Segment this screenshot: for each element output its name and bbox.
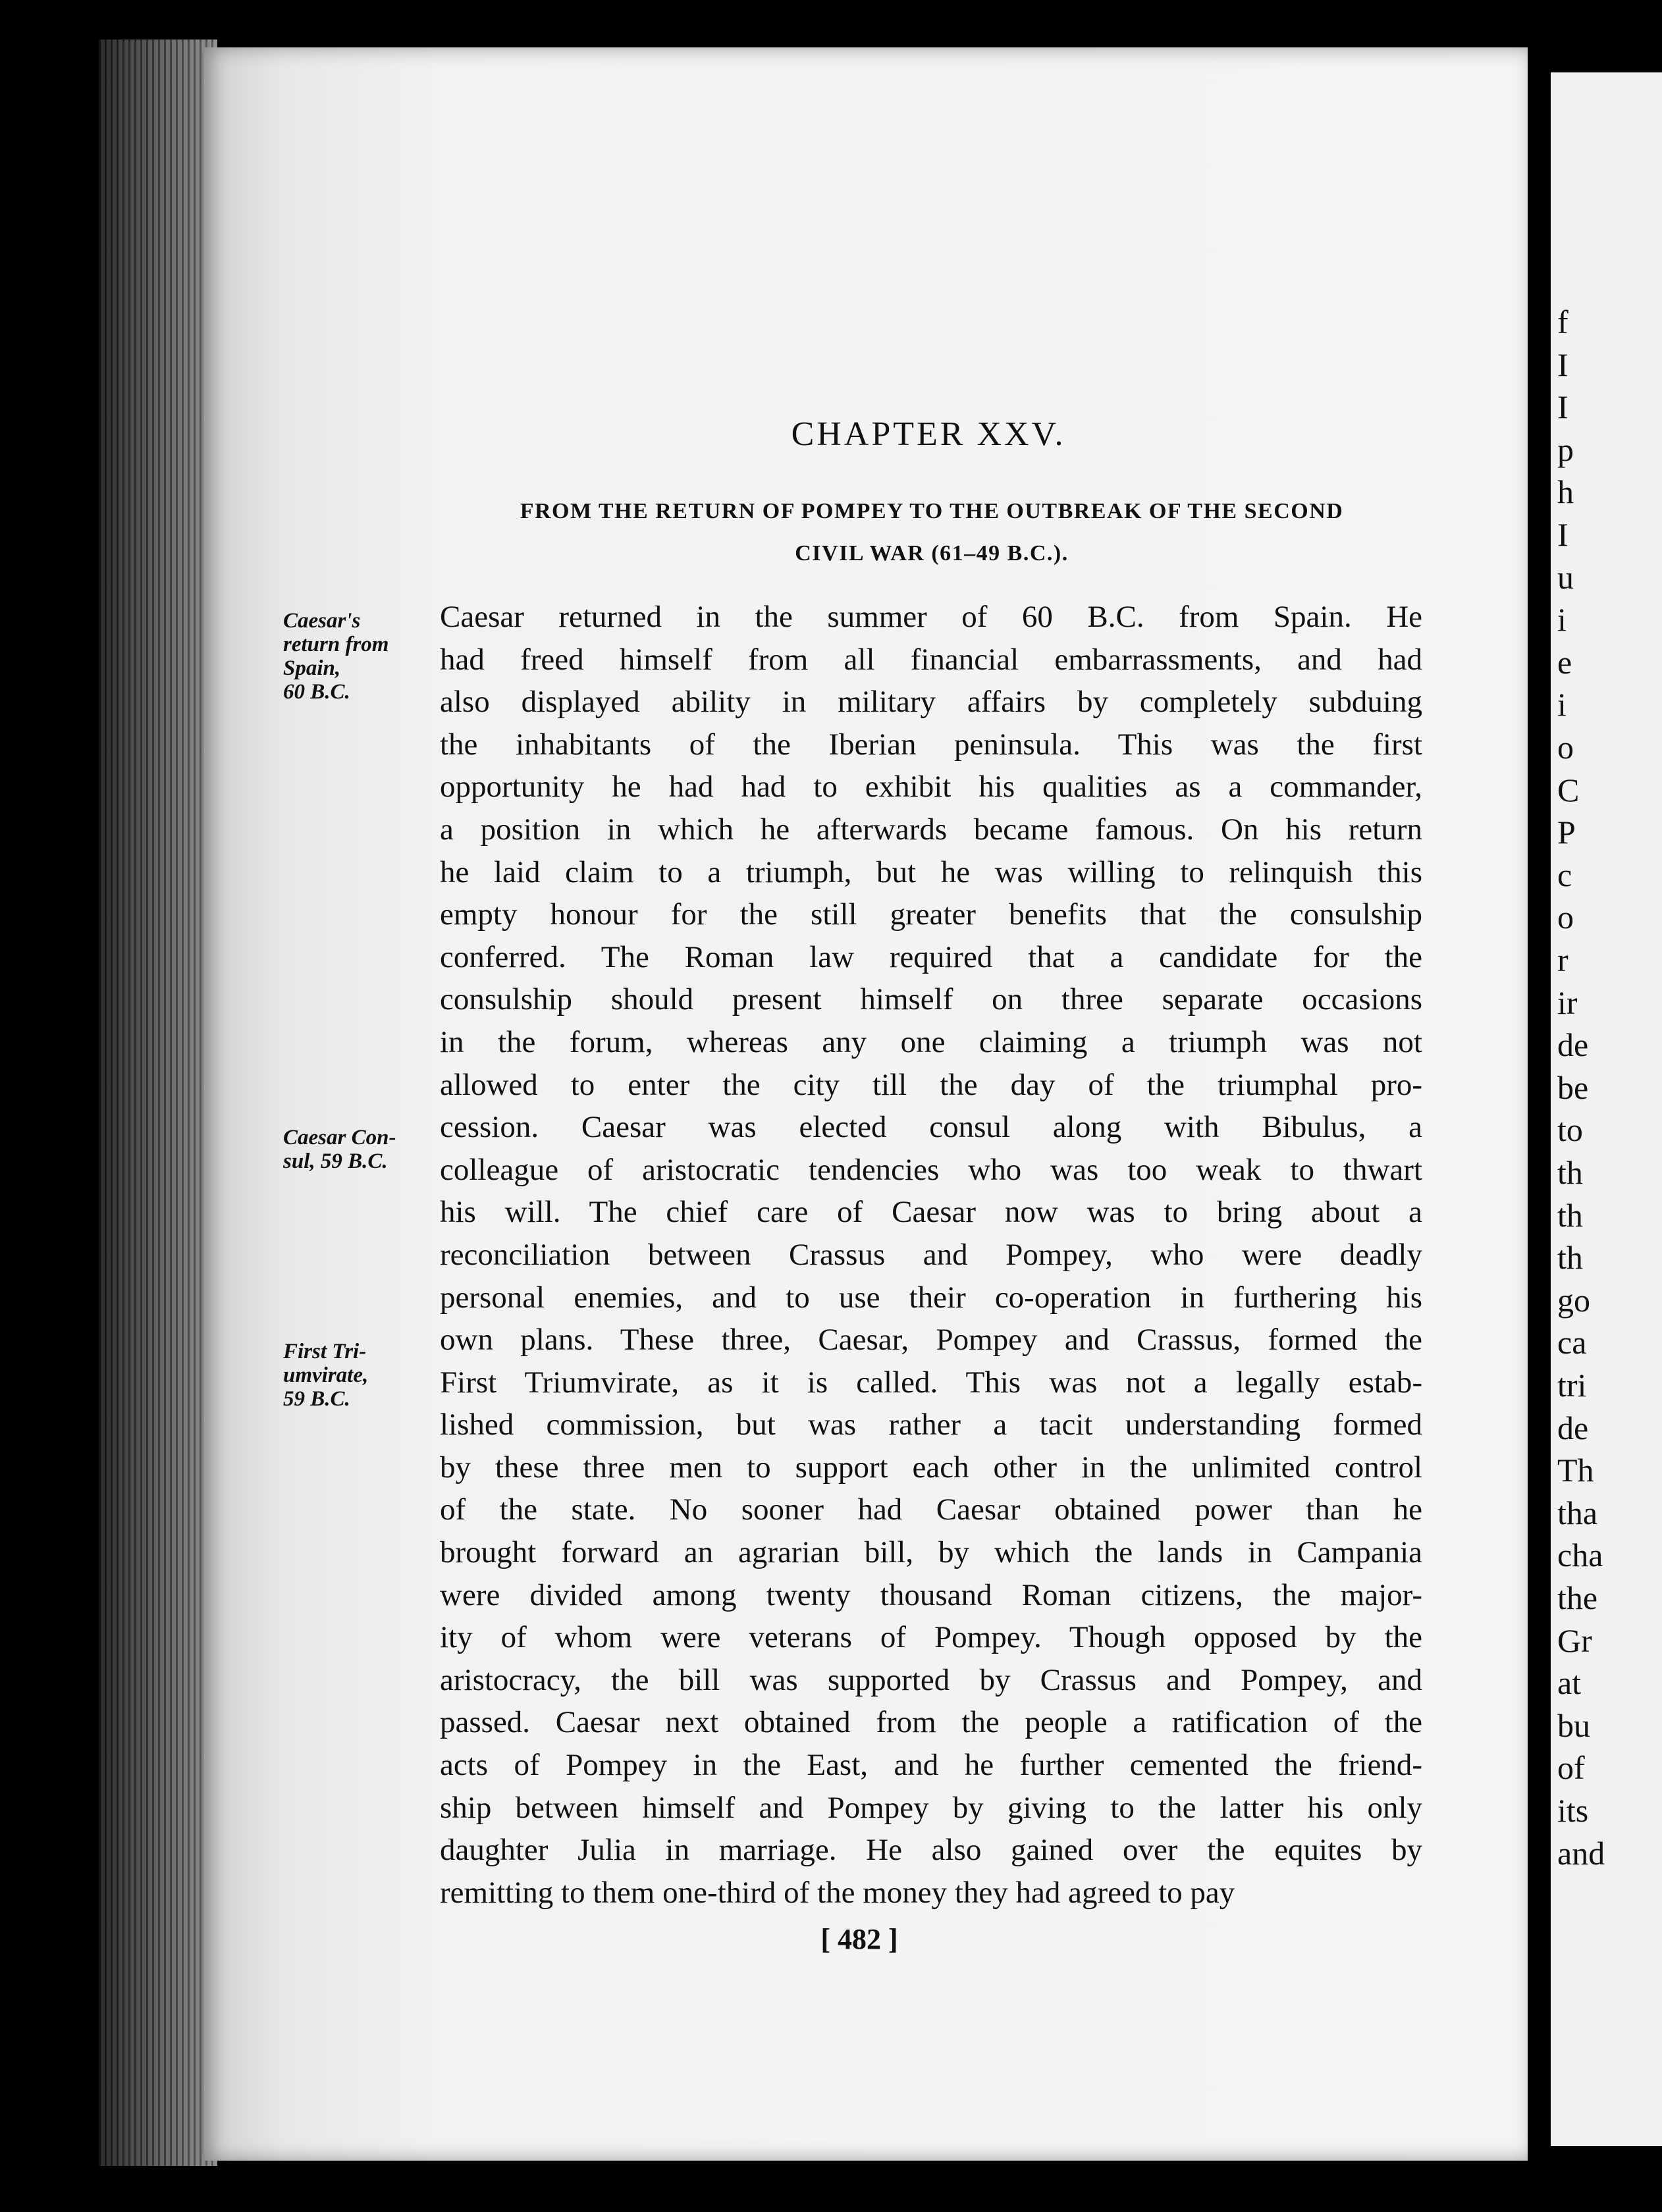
body-line: First Triumvirate, as it is called. This was not a legally estab- <box>440 1365 1422 1400</box>
body-line: his will. The chief care of Caesar now was to bring about a <box>440 1195 1422 1230</box>
body-line: had freed himself from all financial embarrassments, and had <box>440 642 1422 677</box>
body-line: cession. Caesar was elected consul along with Bibulus, a <box>440 1110 1422 1145</box>
body-line: in the forum, whereas any one claiming a triumph was not <box>440 1024 1422 1059</box>
chapter-subtitle-line-2: CIVIL WAR (61–49 B.C.). <box>795 541 1069 566</box>
adjacent-page-letters: Gr <box>1557 1621 1592 1659</box>
adjacent-page-letters: its <box>1557 1792 1589 1829</box>
body-line: Caesar returned in the summer of 60 B.C. from Spain. He <box>440 600 1422 634</box>
adjacent-page-letters: tri <box>1557 1367 1587 1404</box>
adjacent-page-letters: o <box>1557 899 1574 936</box>
body-line: consulship should present himself on three separate occasions <box>440 982 1422 1017</box>
adjacent-page-letters: c <box>1557 856 1572 893</box>
body-line: lished commission, but was rather a tacit understanding formed <box>440 1408 1422 1442</box>
adjacent-page-letters: tha <box>1557 1494 1598 1531</box>
chapter-subtitle <box>441 490 1422 576</box>
adjacent-page-letters: f <box>1557 303 1568 340</box>
adjacent-page-letters: I <box>1557 388 1568 426</box>
adjacent-page-letters: u <box>1557 558 1574 596</box>
body-line: a position in which he afterwards became famous. On his return <box>440 812 1422 847</box>
sidenote-line: 59 B.C. <box>283 1387 350 1411</box>
body-line: colleague of aristocratic tendencies who was too weak to thwart <box>440 1152 1422 1187</box>
adjacent-page-letters: de <box>1557 1026 1589 1064</box>
adjacent-page-letters: p <box>1557 431 1574 468</box>
body-line: by these three men to support each other in the unlimited control <box>440 1450 1422 1485</box>
adjacent-page-fragment <box>1551 72 1662 2146</box>
adjacent-page-letters: and <box>1557 1834 1605 1872</box>
adjacent-page-letters: de <box>1557 1409 1589 1446</box>
adjacent-page-letters: I <box>1557 516 1568 553</box>
body-line: aristocracy, the bill was supported by Crassus and Pompey, and <box>440 1662 1422 1697</box>
chapter-title: CHAPTER XXV. <box>791 415 1066 453</box>
adjacent-page-letters: at <box>1557 1664 1582 1702</box>
sidenote-line: return from <box>283 633 389 656</box>
body-line: allowed to enter the city till the day of the triumphal pro- <box>440 1067 1422 1102</box>
adjacent-page-letters: r <box>1557 941 1568 978</box>
sidenote-first-triumvirate <box>283 1340 441 1411</box>
sidenote-line: umvirate, <box>283 1363 369 1387</box>
adjacent-page-letters: ir <box>1557 984 1578 1021</box>
body-line: the inhabitants of the Iberian peninsula. This was the first <box>440 727 1422 762</box>
body-line: ship between himself and Pompey by giving to the latter his only <box>440 1790 1422 1825</box>
body-line: passed. Caesar next obtained from the people a ratification of the <box>440 1705 1422 1740</box>
adjacent-page-letters: e <box>1557 643 1572 681</box>
body-line: remitting to them one-third of the money they had agreed to pay <box>440 1875 1235 1910</box>
adjacent-page-letters: I <box>1557 346 1568 383</box>
adjacent-page-letters: i <box>1557 686 1567 724</box>
sidenote-line: sul, 59 B.C. <box>283 1149 388 1173</box>
adjacent-page-letters: i <box>1557 601 1567 639</box>
body-line: own plans. These three, Caesar, Pompey and Crassus, formed the <box>440 1323 1422 1357</box>
body-line: also displayed ability in military affairs by completely subduing <box>440 685 1422 720</box>
body-line: opportunity he had had to exhibit his qualities as a commander, <box>440 770 1422 804</box>
sidenote-caesar-return <box>283 609 441 704</box>
body-line: empty honour for the still greater benefits that the consulship <box>440 897 1422 932</box>
sidenote-line: Caesar's <box>283 609 361 633</box>
adjacent-page-letters: the <box>1557 1579 1598 1616</box>
adjacent-page-letters: th <box>1557 1239 1583 1277</box>
adjacent-page-letters: go <box>1557 1281 1590 1319</box>
adjacent-page-letters: Th <box>1557 1452 1594 1489</box>
body-line: personal enemies, and to use their co-operation in furthering his <box>440 1280 1422 1315</box>
body-line: brought forward an agrarian bill, by which the lands in Campania <box>440 1535 1422 1570</box>
body-line: reconciliation between Crassus and Pompey, who were deadly <box>440 1237 1422 1272</box>
body-text <box>440 596 1422 1932</box>
adjacent-page-letters: ca <box>1557 1324 1587 1361</box>
adjacent-page-letters: th <box>1557 1154 1583 1191</box>
chapter-subtitle-line-1: FROM THE RETURN OF POMPEY TO THE OUTBREAK OF THE SECOND <box>520 499 1344 523</box>
body-line: of the state. No sooner had Caesar obtained power than he <box>440 1492 1422 1527</box>
adjacent-page-letters: P <box>1557 814 1576 851</box>
body-line: daughter Julia in marriage. He also gained over the equites by <box>440 1833 1422 1868</box>
adjacent-page-letters: bu <box>1557 1706 1590 1744</box>
adjacent-page-letters: h <box>1557 473 1574 511</box>
sidenote-line: 60 B.C. <box>283 680 350 704</box>
body-line: he laid claim to a triumph, but he was willing to relinquish this <box>440 855 1422 889</box>
adjacent-page-letters: be <box>1557 1068 1589 1106</box>
adjacent-page-letters: cha <box>1557 1537 1603 1574</box>
adjacent-page-letters: o <box>1557 729 1574 766</box>
adjacent-page-letters: to <box>1557 1111 1583 1149</box>
adjacent-page-letters: C <box>1557 771 1580 808</box>
sidenote-line: Spain, <box>283 656 341 680</box>
adjacent-page-letters: th <box>1557 1196 1583 1234</box>
sidenote-line: Caesar Con- <box>283 1126 396 1149</box>
adjacent-page-letters: of <box>1557 1749 1585 1787</box>
body-line: were divided among twenty thousand Roman citizens, the major- <box>440 1577 1422 1612</box>
body-line: conferred. The Roman law required that a candidate for the <box>440 939 1422 974</box>
sidenote-caesar-consul <box>283 1126 441 1173</box>
body-line: acts of Pompey in the East, and he further cemented the friend- <box>440 1748 1422 1783</box>
body-line: ity of whom were veterans of Pompey. Though opposed by the <box>440 1620 1422 1655</box>
book-page-edges <box>99 40 217 2166</box>
sidenote-line: First Tri- <box>283 1340 367 1363</box>
page-number: [ 482 ] <box>820 1923 898 1955</box>
